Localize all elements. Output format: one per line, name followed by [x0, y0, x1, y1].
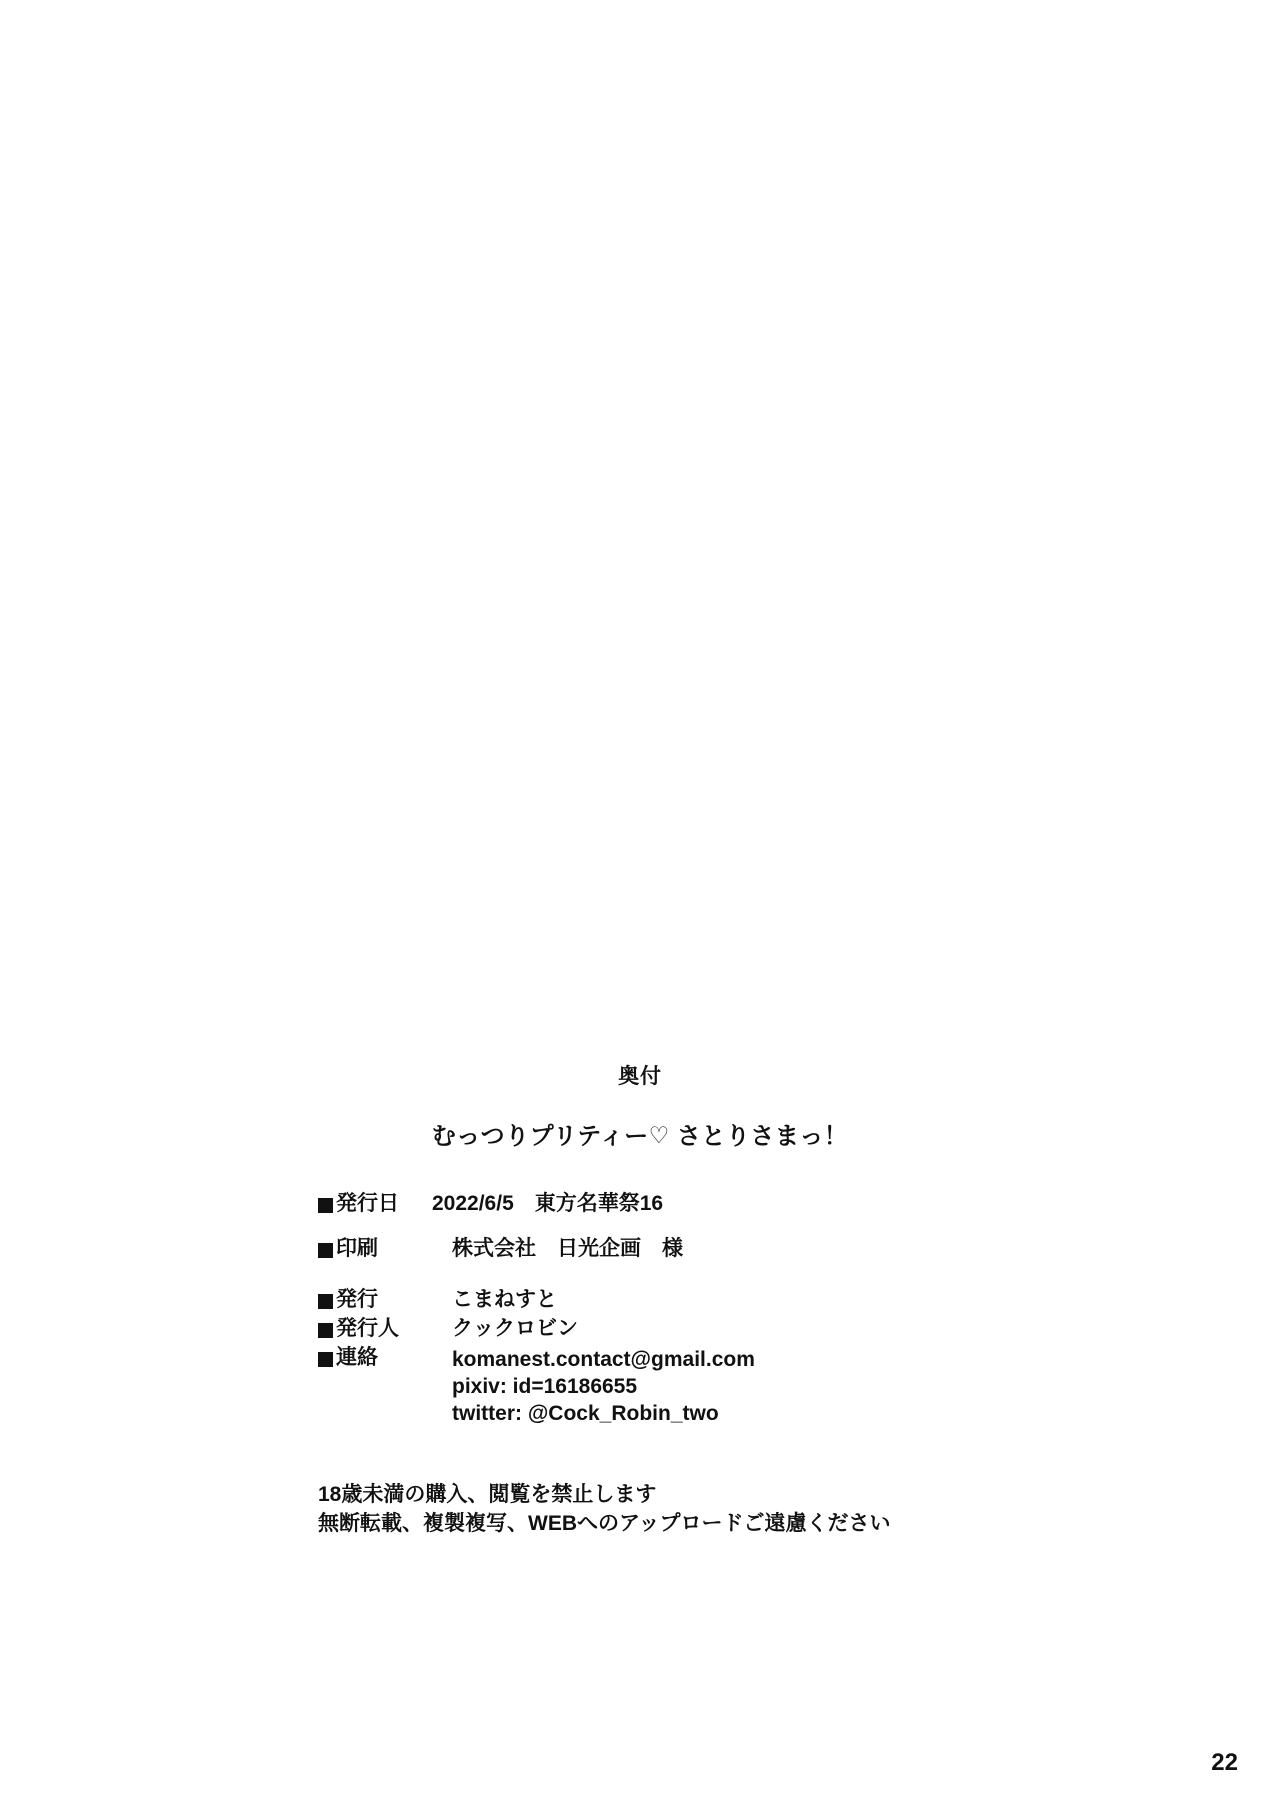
info-label-contact: 連絡 — [336, 1346, 378, 1369]
square-bullet-icon — [318, 1323, 333, 1338]
contact-email[interactable]: komanest.contact@gmail.com — [452, 1348, 755, 1371]
square-bullet-icon — [318, 1352, 333, 1367]
info-label-print: 印刷 — [336, 1237, 378, 1260]
contact-twitter[interactable]: twitter: @Cock_Robin_two — [452, 1401, 719, 1425]
info-value-print: 株式会社 日光企画 様 — [452, 1237, 683, 1260]
notice-reproduction: 無断転載、複製複写、WEBへのアップロードご遠慮ください — [318, 1512, 891, 1536]
work-title-tail: さとりさまっ！ — [669, 1123, 849, 1150]
heart-icon: ♡ — [648, 1122, 670, 1148]
square-bullet-icon — [318, 1198, 333, 1213]
colophon-heading: 奥付 — [618, 1065, 662, 1088]
contact-values — [452, 1347, 755, 1428]
info-row-publisher — [318, 1289, 1280, 1310]
info-value-date: 2022/6/5 東方名華祭16 — [432, 1192, 664, 1215]
square-bullet-icon — [318, 1294, 333, 1309]
info-row-contact — [318, 1347, 1280, 1428]
contact-pixiv[interactable]: pixiv: id=16186655 — [452, 1374, 638, 1398]
info-label-publisher: 発行 — [336, 1288, 378, 1311]
page-number: 22 — [1211, 1749, 1238, 1776]
info-row-date — [318, 1193, 1280, 1214]
notice-age-restriction: 18歳未満の購入、閲覧を禁止します — [318, 1482, 657, 1506]
work-title-main: むっつりプリティー — [431, 1123, 649, 1150]
square-bullet-icon — [318, 1243, 333, 1258]
info-row-person — [318, 1318, 1280, 1339]
work-title — [0, 1116, 1280, 1151]
notices-block — [0, 1480, 1280, 1540]
info-value-person: クックロビン — [452, 1317, 578, 1340]
info-label-date: 発行日 — [336, 1192, 399, 1215]
colophon-info-list — [0, 1193, 1280, 1428]
info-value-publisher: こまねすと — [452, 1288, 557, 1311]
info-row-print — [318, 1238, 1280, 1259]
colophon-block — [0, 1060, 1280, 1539]
info-label-person: 発行人 — [336, 1317, 399, 1340]
